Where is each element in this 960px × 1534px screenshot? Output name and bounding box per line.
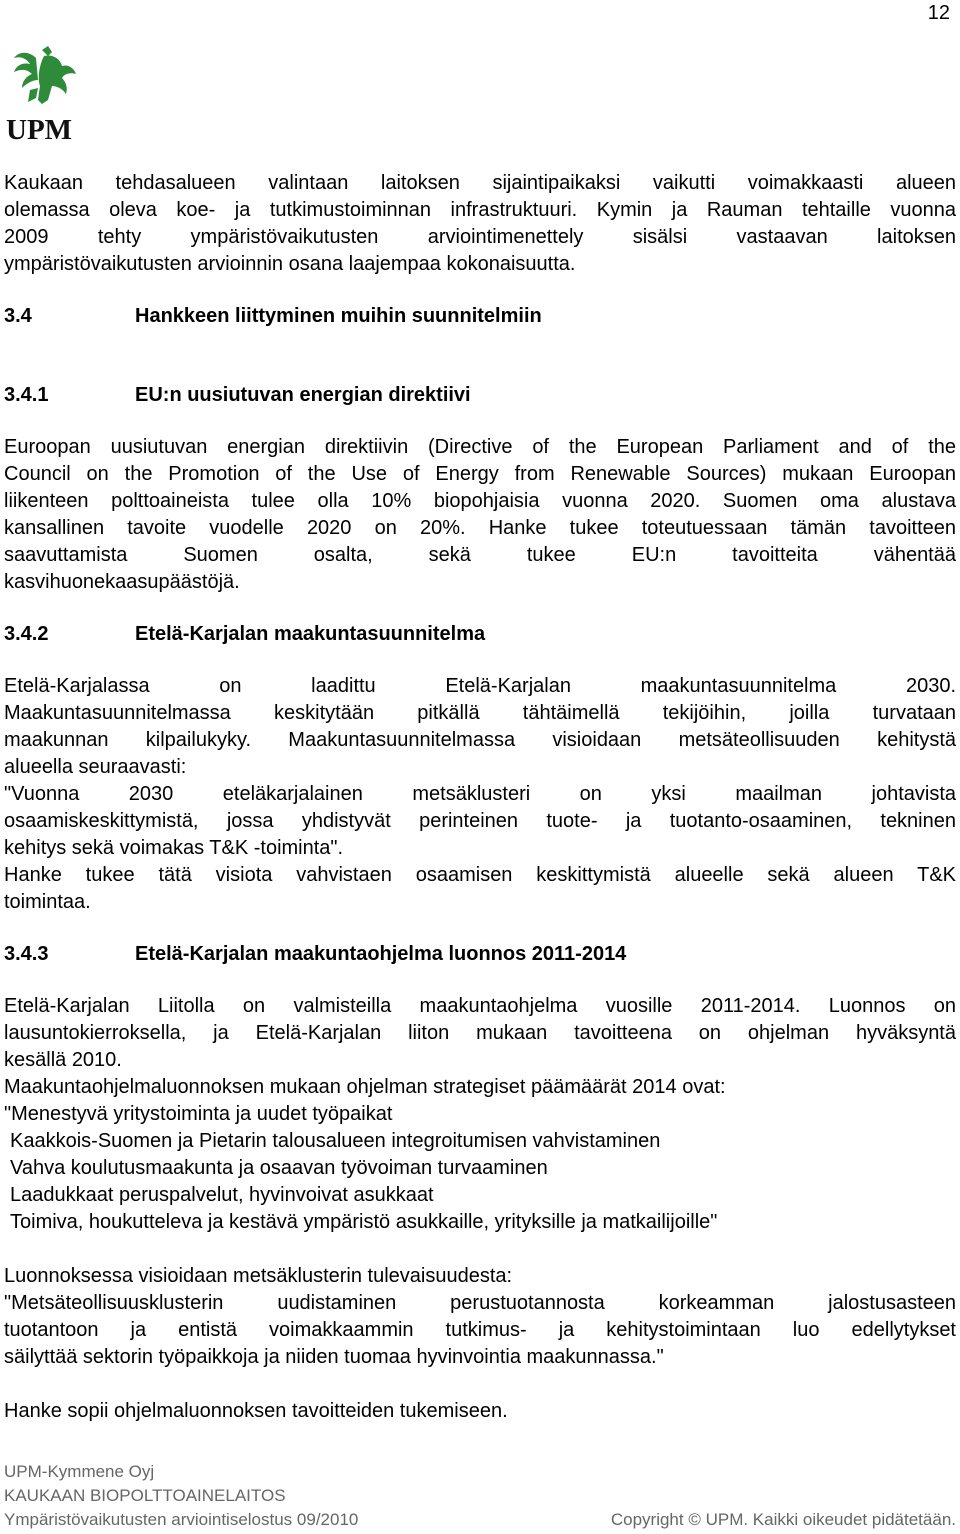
footer-copyright: Copyright © UPM. Kaikki oikeudet pidätetään.: [610, 1510, 956, 1529]
footer-project: KAUKAAN BIOPOLTTOAINELAITOS: [4, 1486, 286, 1505]
text-line: alueella seuraavasti:: [4, 756, 187, 778]
paragraph-3-4-1: [4, 434, 956, 596]
section-title: EU:n uusiutuvan energian direktiivi: [135, 384, 471, 406]
text-line: 2009 tehty ympäristövaikutusten arviointimenettely sisälsi vastaavan laitoksen: [4, 226, 956, 248]
text-line: "Vuonna 2030 eteläkarjalainen metsäklusteri on yksi maailman johtavista: [4, 783, 956, 805]
upm-logo: [4, 48, 84, 148]
footer-company: UPM-Kymmene Oyj: [4, 1462, 155, 1481]
vision-paragraph: [4, 1263, 956, 1371]
logo-text: UPM: [6, 114, 73, 146]
section-number: 3.4.1: [4, 384, 49, 406]
text-line: Etelä-Karjalassa on laadittu Etelä-Karjalan maakuntasuunnitelma 2030.: [4, 675, 956, 697]
paragraph-3-4-2: [4, 673, 956, 916]
text-line: ympäristövaikutusten arvioinnin osana laajempaa kokonaisuutta.: [4, 253, 576, 275]
document-body: [4, 170, 956, 1425]
text-line: kehitys sekä voimakas T&K -toiminta".: [4, 837, 344, 859]
closing-line: Hanke sopii ohjelmaluonnoksen tavoitteiden tukemiseen.: [4, 1400, 508, 1422]
text-line: säilyttää sektorin työpaikkoja ja niiden tuomaa hyvinvointia maakunnassa.": [4, 1346, 664, 1368]
section-number: 3.4: [4, 305, 32, 327]
list-item: Kaakkois-Suomen ja Pietarin talousalueen integroitumisen vahvistaminen: [10, 1130, 661, 1152]
text-line: "Metsäteollisuusklusterin uudistaminen perustuotannosta korkeamman jalostusasteen: [4, 1292, 956, 1314]
section-heading-3-4: [4, 303, 956, 330]
text-line: Kaukaan tehdasalueen valintaan laitoksen sijaintipaikaksi vaikutti voimakkaasti alueen: [4, 172, 956, 194]
text-line: kesällä 2010.: [4, 1049, 122, 1071]
list-item: Toimiva, houkutteleva ja kestävä ympäristö asukkaille, yrityksille ja matkailijoille": [10, 1211, 718, 1233]
page-number: 12: [927, 2, 950, 24]
text-line: olemassa oleva koe- ja tutkimustoiminnan infrastruktuuri. Kymin ja Rauman tehtaille vuonna: [4, 199, 956, 221]
intro-paragraph: [4, 170, 956, 278]
section-number: 3.4.2: [4, 623, 49, 645]
text-line: kasvihuonekaasupäästöjä.: [4, 571, 240, 593]
text-line: lausuntokierroksella, ja Etelä-Karjalan liiton mukaan tavoitteena on ohjelman hyväksyntä: [4, 1022, 956, 1044]
section-title: Hankkeen liittyminen muihin suunnitelmiin: [135, 305, 542, 327]
text-line: Maakuntaohjelmaluonnoksen mukaan ohjelman strategiset päämäärät 2014 ovat:: [4, 1076, 726, 1098]
list-item: Vahva koulutusmaakunta ja osaavan työvoiman turvaaminen: [10, 1157, 548, 1179]
text-line: "Menestyvä yritystoiminta ja uudet työpaikat: [4, 1103, 393, 1125]
text-line: toimintaa.: [4, 891, 91, 913]
griffin-icon: [8, 44, 78, 108]
section-title: Etelä-Karjalan maakuntaohjelma luonnos 2011-2014: [135, 943, 627, 965]
text-line: kansallinen tavoite vuodelle 2020 on 20%. Hanke tukee toteutuessaan tämän tavoitteen: [4, 517, 956, 539]
footer-document: Ympäristövaikutusten arviointiselostus 09/2010: [4, 1510, 359, 1529]
text-line: maakunnan kilpailukyky. Maakuntasuunnitelmassa visioidaan metsäteollisuuden kehitystä: [4, 729, 956, 751]
text-line: Council on the Promotion of the Use of Energy from Renewable Sources) mukaan Euroopan: [4, 463, 956, 485]
paragraph-3-4-3: [4, 993, 956, 1128]
text-line: Euroopan uusiutuvan energian direktiivin (Directive of the European Parliament and of the: [4, 436, 956, 458]
section-heading-3-4-1: [4, 382, 956, 409]
section-heading-3-4-3: [4, 941, 956, 968]
text-line: Etelä-Karjalan Liitolla on valmisteilla maakuntaohjelma vuosille 2011-2014. Luonnos on: [4, 995, 956, 1017]
text-line: Luonnoksessa visioidaan metsäklusterin tulevaisuudesta:: [4, 1265, 513, 1287]
section-heading-3-4-2: [4, 621, 956, 648]
text-line: Maakuntasuunnitelmassa keskitytään pitkällä tähtäimellä tekijöihin, joilla turvataan: [4, 702, 956, 724]
text-line: Hanke tukee tätä visiota vahvistaen osaamisen keskittymistä alueelle sekä alueen T&K: [4, 864, 956, 886]
text-line: tuotantoon ja entistä voimakkaammin tutkimus- ja kehitystoimintaan luo edellytykset: [4, 1319, 956, 1341]
strategic-goals-list: [4, 1128, 956, 1236]
page-footer: [4, 1460, 956, 1532]
section-number: 3.4.3: [4, 943, 49, 965]
text-line: liikenteen polttoaineista tulee olla 10% biopohjaisia vuonna 2020. Suomen oma alustava: [4, 490, 956, 512]
section-title: Etelä-Karjalan maakuntasuunnitelma: [135, 623, 486, 645]
list-item: Laadukkaat peruspalvelut, hyvinvoivat asukkaat: [10, 1184, 434, 1206]
text-line: saavuttamista Suomen osalta, sekä tukee EU:n tavoitteita vähentää: [4, 544, 956, 566]
footer-bottom-row: [4, 1508, 956, 1532]
text-line: osaamiskeskittymistä, jossa yhdistyvät perinteinen tuote- ja tuotanto-osaaminen, tekninen: [4, 810, 956, 832]
